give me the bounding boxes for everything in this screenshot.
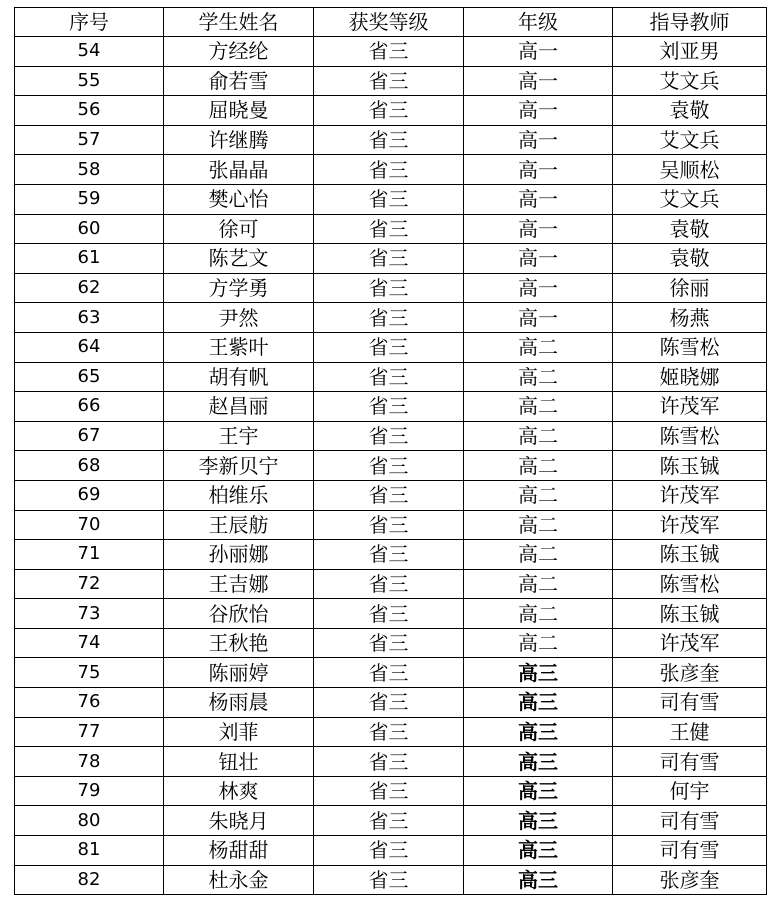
cell-index: 81 xyxy=(15,836,164,866)
cell-index: 71 xyxy=(15,540,164,570)
cell-grade: 高三 xyxy=(464,658,613,688)
table-row xyxy=(15,451,767,481)
cell-grade: 高一 xyxy=(464,273,613,303)
table-row xyxy=(15,244,767,274)
cell-award-level: 省三 xyxy=(314,717,464,747)
cell-student-name: 陈丽婷 xyxy=(164,658,314,688)
cell-advisor: 袁敬 xyxy=(613,96,767,126)
cell-advisor: 许茂军 xyxy=(613,628,767,658)
cell-student-name: 杨雨晨 xyxy=(164,688,314,718)
cell-index: 75 xyxy=(15,658,164,688)
table-row xyxy=(15,540,767,570)
cell-grade: 高一 xyxy=(464,214,613,244)
cell-award-level: 省三 xyxy=(314,540,464,570)
cell-grade: 高一 xyxy=(464,184,613,214)
cell-advisor: 袁敬 xyxy=(613,244,767,274)
cell-advisor: 艾文兵 xyxy=(613,66,767,96)
cell-grade: 高一 xyxy=(464,244,613,274)
header-index: 序号 xyxy=(15,8,164,37)
cell-advisor: 艾文兵 xyxy=(613,125,767,155)
cell-index: 54 xyxy=(15,37,164,67)
cell-award-level: 省三 xyxy=(314,510,464,540)
cell-student-name: 张晶晶 xyxy=(164,155,314,185)
cell-advisor: 许茂军 xyxy=(613,392,767,422)
table-row xyxy=(15,658,767,688)
cell-grade: 高一 xyxy=(464,125,613,155)
cell-grade: 高二 xyxy=(464,599,613,629)
cell-advisor: 许茂军 xyxy=(613,480,767,510)
cell-award-level: 省三 xyxy=(314,806,464,836)
cell-advisor: 司有雪 xyxy=(613,836,767,866)
cell-grade: 高三 xyxy=(464,688,613,718)
cell-index: 74 xyxy=(15,628,164,658)
cell-advisor: 袁敬 xyxy=(613,214,767,244)
table-row xyxy=(15,273,767,303)
cell-award-level: 省三 xyxy=(314,421,464,451)
table-row xyxy=(15,480,767,510)
cell-index: 58 xyxy=(15,155,164,185)
cell-index: 61 xyxy=(15,244,164,274)
cell-student-name: 屈晓曼 xyxy=(164,96,314,126)
cell-index: 57 xyxy=(15,125,164,155)
cell-student-name: 柏维乐 xyxy=(164,480,314,510)
cell-index: 55 xyxy=(15,66,164,96)
cell-award-level: 省三 xyxy=(314,96,464,126)
cell-grade: 高三 xyxy=(464,836,613,866)
table-row xyxy=(15,155,767,185)
cell-student-name: 刘菲 xyxy=(164,717,314,747)
table-row xyxy=(15,184,767,214)
cell-award-level: 省三 xyxy=(314,66,464,96)
cell-award-level: 省三 xyxy=(314,747,464,777)
cell-award-level: 省三 xyxy=(314,362,464,392)
cell-award-level: 省三 xyxy=(314,273,464,303)
cell-student-name: 许继腾 xyxy=(164,125,314,155)
header-row xyxy=(15,8,767,37)
cell-award-level: 省三 xyxy=(314,184,464,214)
table-row xyxy=(15,362,767,392)
cell-advisor: 何宇 xyxy=(613,776,767,806)
cell-index: 79 xyxy=(15,776,164,806)
table-body xyxy=(15,37,767,895)
table-row xyxy=(15,66,767,96)
cell-advisor: 陈雪松 xyxy=(613,421,767,451)
table-row xyxy=(15,96,767,126)
cell-grade: 高三 xyxy=(464,776,613,806)
cell-award-level: 省三 xyxy=(314,480,464,510)
table-row xyxy=(15,747,767,777)
cell-index: 66 xyxy=(15,392,164,422)
cell-award-level: 省三 xyxy=(314,332,464,362)
cell-student-name: 杜永金 xyxy=(164,865,314,895)
table-row xyxy=(15,303,767,333)
cell-grade: 高三 xyxy=(464,747,613,777)
cell-award-level: 省三 xyxy=(314,451,464,481)
cell-award-level: 省三 xyxy=(314,392,464,422)
cell-advisor: 司有雪 xyxy=(613,806,767,836)
cell-index: 65 xyxy=(15,362,164,392)
table-row xyxy=(15,628,767,658)
cell-advisor: 刘亚男 xyxy=(613,37,767,67)
table-row xyxy=(15,776,767,806)
table-row xyxy=(15,37,767,67)
cell-student-name: 徐可 xyxy=(164,214,314,244)
cell-grade: 高三 xyxy=(464,865,613,895)
cell-student-name: 王秋艳 xyxy=(164,628,314,658)
cell-award-level: 省三 xyxy=(314,658,464,688)
cell-index: 59 xyxy=(15,184,164,214)
cell-advisor: 张彦奎 xyxy=(613,865,767,895)
cell-award-level: 省三 xyxy=(314,303,464,333)
cell-grade: 高二 xyxy=(464,362,613,392)
cell-award-level: 省三 xyxy=(314,214,464,244)
cell-student-name: 樊心怡 xyxy=(164,184,314,214)
cell-index: 73 xyxy=(15,599,164,629)
cell-award-level: 省三 xyxy=(314,155,464,185)
cell-index: 56 xyxy=(15,96,164,126)
cell-student-name: 林爽 xyxy=(164,776,314,806)
header-advisor: 指导教师 xyxy=(613,8,767,37)
cell-student-name: 赵昌丽 xyxy=(164,392,314,422)
cell-grade: 高二 xyxy=(464,628,613,658)
cell-advisor: 吴顺松 xyxy=(613,155,767,185)
cell-advisor: 徐丽 xyxy=(613,273,767,303)
cell-advisor: 陈雪松 xyxy=(613,569,767,599)
cell-student-name: 钮壮 xyxy=(164,747,314,777)
cell-advisor: 陈雪松 xyxy=(613,332,767,362)
cell-index: 69 xyxy=(15,480,164,510)
cell-index: 76 xyxy=(15,688,164,718)
cell-advisor: 杨燕 xyxy=(613,303,767,333)
cell-student-name: 俞若雪 xyxy=(164,66,314,96)
cell-award-level: 省三 xyxy=(314,569,464,599)
cell-grade: 高二 xyxy=(464,569,613,599)
cell-student-name: 王吉娜 xyxy=(164,569,314,599)
cell-award-level: 省三 xyxy=(314,776,464,806)
table-row xyxy=(15,392,767,422)
cell-grade: 高二 xyxy=(464,332,613,362)
cell-student-name: 王宇 xyxy=(164,421,314,451)
cell-student-name: 尹然 xyxy=(164,303,314,333)
cell-advisor: 陈玉铖 xyxy=(613,451,767,481)
header-grade: 年级 xyxy=(464,8,613,37)
cell-index: 78 xyxy=(15,747,164,777)
cell-student-name: 方学勇 xyxy=(164,273,314,303)
cell-award-level: 省三 xyxy=(314,865,464,895)
cell-advisor: 张彦奎 xyxy=(613,658,767,688)
table-row xyxy=(15,569,767,599)
cell-index: 63 xyxy=(15,303,164,333)
cell-student-name: 李新贝宁 xyxy=(164,451,314,481)
table-row xyxy=(15,214,767,244)
cell-advisor: 司有雪 xyxy=(613,688,767,718)
cell-grade: 高一 xyxy=(464,37,613,67)
cell-index: 77 xyxy=(15,717,164,747)
cell-student-name: 谷欣怡 xyxy=(164,599,314,629)
table-row xyxy=(15,332,767,362)
cell-grade: 高三 xyxy=(464,806,613,836)
cell-advisor: 陈玉铖 xyxy=(613,540,767,570)
table-row xyxy=(15,836,767,866)
cell-advisor: 姬晓娜 xyxy=(613,362,767,392)
cell-grade: 高二 xyxy=(464,510,613,540)
cell-award-level: 省三 xyxy=(314,37,464,67)
cell-index: 67 xyxy=(15,421,164,451)
cell-index: 64 xyxy=(15,332,164,362)
cell-student-name: 朱晓月 xyxy=(164,806,314,836)
cell-student-name: 杨甜甜 xyxy=(164,836,314,866)
cell-grade: 高二 xyxy=(464,540,613,570)
table-row xyxy=(15,510,767,540)
awards-table xyxy=(14,7,767,895)
cell-grade: 高三 xyxy=(464,717,613,747)
table-row xyxy=(15,806,767,836)
table-row xyxy=(15,865,767,895)
cell-award-level: 省三 xyxy=(314,244,464,274)
header-student-name: 学生姓名 xyxy=(164,8,314,37)
cell-grade: 高二 xyxy=(464,480,613,510)
header-award-level: 获奖等级 xyxy=(314,8,464,37)
cell-grade: 高二 xyxy=(464,392,613,422)
table-row xyxy=(15,421,767,451)
cell-grade: 高一 xyxy=(464,303,613,333)
cell-student-name: 方经纶 xyxy=(164,37,314,67)
cell-student-name: 孙丽娜 xyxy=(164,540,314,570)
cell-student-name: 陈艺文 xyxy=(164,244,314,274)
cell-advisor: 许茂军 xyxy=(613,510,767,540)
cell-award-level: 省三 xyxy=(314,125,464,155)
cell-student-name: 王辰舫 xyxy=(164,510,314,540)
table-row xyxy=(15,717,767,747)
table-row xyxy=(15,688,767,718)
cell-index: 68 xyxy=(15,451,164,481)
table-row xyxy=(15,125,767,155)
cell-advisor: 王健 xyxy=(613,717,767,747)
cell-award-level: 省三 xyxy=(314,688,464,718)
cell-award-level: 省三 xyxy=(314,628,464,658)
cell-index: 70 xyxy=(15,510,164,540)
cell-student-name: 王紫叶 xyxy=(164,332,314,362)
cell-index: 80 xyxy=(15,806,164,836)
cell-award-level: 省三 xyxy=(314,599,464,629)
cell-index: 60 xyxy=(15,214,164,244)
cell-student-name: 胡有帆 xyxy=(164,362,314,392)
cell-grade: 高一 xyxy=(464,155,613,185)
cell-award-level: 省三 xyxy=(314,836,464,866)
cell-grade: 高二 xyxy=(464,451,613,481)
cell-index: 62 xyxy=(15,273,164,303)
cell-advisor: 陈玉铖 xyxy=(613,599,767,629)
cell-index: 82 xyxy=(15,865,164,895)
cell-advisor: 艾文兵 xyxy=(613,184,767,214)
table-row xyxy=(15,599,767,629)
cell-index: 72 xyxy=(15,569,164,599)
cell-grade: 高一 xyxy=(464,66,613,96)
cell-advisor: 司有雪 xyxy=(613,747,767,777)
cell-grade: 高二 xyxy=(464,421,613,451)
cell-grade: 高一 xyxy=(464,96,613,126)
